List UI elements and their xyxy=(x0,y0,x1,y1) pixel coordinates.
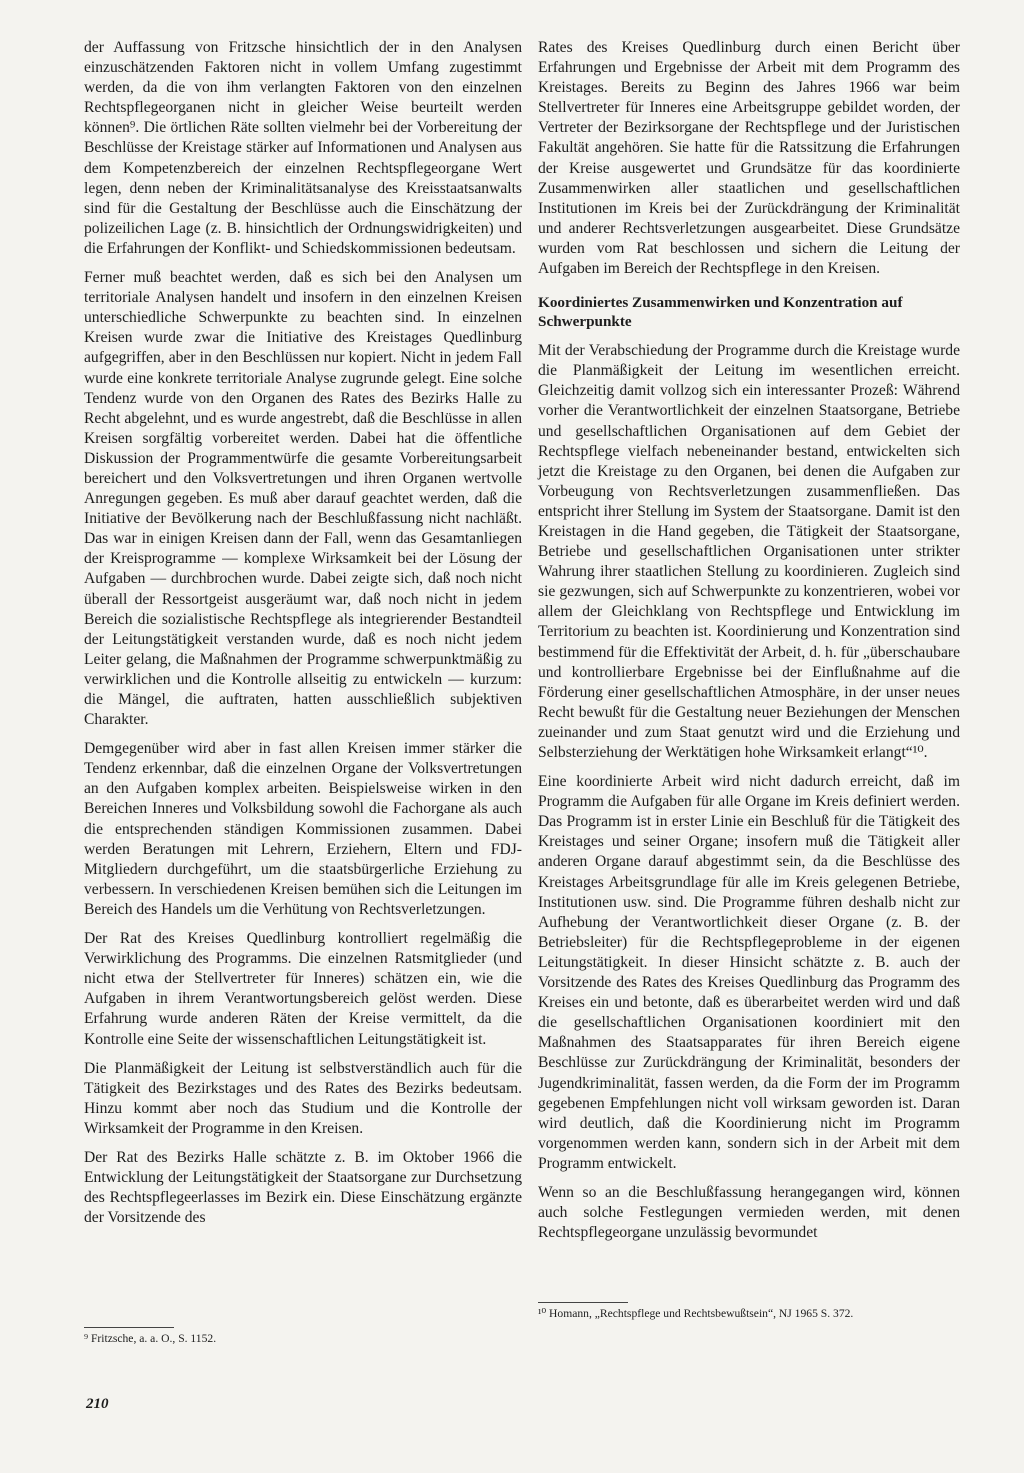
paragraph: Mit der Verabschiedung der Programme durch die Kreistage wurde die Planmäßigkeit der Leitung im wesentlichen erreicht. Gleichzeitig damit vollzog sich ein interessanter Prozeß: Während vorher die Verantwortlichkeit der einzelnen Staatsorgane, Betriebe und gesellschaftlichen Organisationen auf dem Gebiet der Rechtspflege vielfach nebeneinander bestand, entwickelten sich jetzt die Kreistage zu den Organen, bei denen die Aufgaben zur Vorbeugung von Rechtsverletzungen zusammenfließen. Das entspricht ihrer Stellung im System der Staatsorgane. Damit ist den Kreistagen in die Hand gegeben, die Tätigkeit der Staatsorgane, Betriebe und gesellschaftlichen Organisationen unter strikter Wahrung ihrer staatlichen Stellung zu koordinieren. Zugleich sind sie gezwungen, sich auf Schwerpunkte zu konzentrieren, wobei vor allem der Gleichklang von Rechtspflege und Entwicklung im Territorium zu beachten ist. Koordinierung und Konzentration sind bestimmend für die Effektivität der Arbeit, d. h. für „überschaubare und kontrollierbare Ergebnisse bei der Einflußnahme auf die Förderung einer gesellschaftlichen Atmosphäre, in der unser neues Recht bewußt für die Gestaltung neuer Beziehungen der Menschen zueinander und zum Staat genutzt wird und die Erziehung und Selbsterziehung der Werktätigen hohe Wirksamkeit erlangt“¹⁰. xyxy=(538,342,960,761)
paragraph: Eine koordinierte Arbeit wird nicht dadurch erreicht, daß im Programm die Aufgaben für alle Organe im Kreis definiert werden. Das Programm ist in erster Linie ein Beschluß für die Tätigkeit des Kreistages und seiner Organe; insofern muß die Tätigkeit aller anderen Organe darauf abgestimmt sein, da die Beschlüsse des Kreistages Arbeitsgrundlage für alle im Kreis gelegenen Betriebe, Institutionen usw. sind. Die Programme führen deshalb nicht zur Aufhebung der Verantwortlichkeit dieser Organe (z. B. der Betriebsleiter) für die Rechtspflegeprobleme in der eigenen Leitungstätigkeit. In dieser Hinsicht schätzte z. B. auch der Vorsitzende des Rates des Kreises Quedlinburg das Programm des Kreises ein und betonte, daß es überarbeitet werden wird und daß die gesellschaftlichen Organisationen koordiniert mit den Maßnahmen des Staatsapparates für ihren Bereich eigene Beschlüsse zur Zurückdrängung der Kriminalität, besonders der Jugendkriminalität, fassen werden, da die Form der im Programm gegebenen Empfehlungen nicht voll wirksam geworden ist. Daran wird deutlich, daß die Koordinierung nicht im Programm vorgenommen werden kann, sondern sich in der Arbeit mit dem Programm entwickelt. xyxy=(538,773,960,1172)
footnote-area-left xyxy=(84,1321,522,1347)
footnote-area-right xyxy=(538,1296,960,1322)
paragraph: Wenn so an die Beschlußfassung herangegangen wird, können auch solche Festlegungen vermieden werden, mit denen Rechtspflegeorgane unzulässig bevormundet xyxy=(538,1183,960,1242)
footnote: ¹⁰ Homann, „Rechtspflege und Rechtsbewußtsein“, NJ 1965 S. 372. xyxy=(538,1307,854,1320)
paragraph: der Auffassung von Fritzsche hinsichtlich der in den Analysen einzuschätzenden Faktoren nicht in vollem Umfang zugestimmt werden, da die von ihm verlangten Faktoren von den einzelnen Rechtspflegeorganen nicht in gleicher Weise beurteilt werden können⁹. Die örtlichen Räte sollten vielmehr bei der Vorbereitung der Beschlüsse der Kreistage stärker auf Informationen und Analysen aus dem Kompetenzbereich der einzelnen Rechtspflegeorgane Wert legen, denn neben der Kriminalitätsanalyse des Kreisstaatsanwalts sind für die Gestaltung der Beschlüsse auch die Einschätzung der polizeilichen Lage (z. B. hinsichtlich der Ordnungswidrigkeiten) und die Erfahrungen der Konflikt- und Schiedskommissionen bedeutsam. xyxy=(84,39,522,257)
paragraph: Die Planmäßigkeit der Leitung ist selbstverständlich auch für die Tätigkeit des Bezirkstages und des Rates des Bezirks bedeutsam. Hinzu kommt aber noch das Studium und die Kontrolle der Wirksamkeit der Programme in den Kreisen. xyxy=(84,1059,522,1137)
section-heading: Koordiniertes Zusammenwirken und Konzentration auf Schwerpunkte xyxy=(538,294,903,331)
paragraph: Demgegenüber wird aber in fast allen Kreisen immer stärker die Tendenz erkennbar, daß die einzelnen Organe der Volksvertretungen an den Aufgaben komplex arbeiten. Beispielsweise wirken in den Bereichen Inneres und Volksbildung sowohl die Fachorgane als auch die entsprechenden ständigen Kommissionen zusammen. Dabei werden Beratungen mit Lehrern, Erziehern, Eltern und FDJ-Mitgliedern durchgeführt, um die staatsbürgerliche Erziehung zu verbessern. In verschiedenen Kreisen bemühen sich die Leitungen im Bereich des Handels um die Verhütung von Rechtsverletzungen. xyxy=(84,740,522,918)
paragraph: Rates des Kreises Quedlinburg durch einen Bericht über Erfahrungen und Ergebnisse der Arbeit mit dem Programm des Kreistages. Bereits zu Beginn des Jahres 1966 war beim Stellvertreter für Inneres eine Arbeitsgruppe gebildet worden, der Vertreter der Bezirksorgane der Rechtspflege und der Juristischen Fakultät angehören. Sie hatte für die Ratssitzung die Erfahrungen der Kreise ausgewertet und Grundsätze für das koordinierte Zusammenwirken aller staatlichen und gesellschaftlichen Institutionen im Kreis bei der Zurückdrängung der Kriminalität und anderer Rechtsverletzungen ausgearbeitet. Diese Grundsätze wurden vom Rat beschlossen und sichern die Leitung der Aufgaben im Bereich der Rechtspflege in den Kreisen. xyxy=(538,39,960,278)
left-column xyxy=(84,38,522,1237)
paragraph: Der Rat des Kreises Quedlinburg kontrolliert regelmäßig die Verwirklichung des Programms. Die einzelnen Ratsmitglieder (und nicht etwa der Stellvertreter für Inneres) schätzen ein, wie die Aufgaben in ihrem Verantwortungsbereich gelöst werden. Diese Erfahrung wurde anderen Räten der Kreise vermittelt, da die Kontrolle eine Seite der wissenschaftlichen Leitungstätigkeit ist. xyxy=(84,930,522,1048)
paragraph: Ferner muß beachtet werden, daß es sich bei den Analysen um territoriale Analysen handelt und insofern in den einzelnen Kreisen unterschiedliche Schwerpunkte zu beachten sind. In einzelnen Kreisen wurde zwar die Initiative des Kreistages Quedlinburg aufgegriffen, aber in den Beschlüssen nur kopiert. Nicht in jedem Fall wurde eine konkrete territoriale Analyse zugrunde gelegt. Eine solche Tendenz wurde von den Organen des Rates des Bezirks Halle zu Recht abgelehnt, und es wurde angestrebt, daß die Beschlüsse in allen Kreisen sorgfältig vorbereitet werden. Dabei hat die öffentliche Diskussion der Programmentwürfe die gesamte Vorbereitungsarbeit bereichert und den Volksvertretungen und ihren Organen wertvolle Anregungen gegeben. Es muß aber darauf geachtet werden, daß die Initiative der Bevölkerung nach der Beschlußfassung nicht nachläßt. Das war in einigen Kreisen dann der Fall, wenn das Gesamtanliegen der Kreisprogramme — komplexe Wirksamkeit bei der Lösung der Aufgaben — durchbrochen wurde. Dabei zeigte sich, daß noch nicht überall der Ressortgeist ausgeräumt war, daß noch nicht in jedem Bereich die sozialistische Rechtspflege als integrierender Bestandteil der Leitungstätigkeit verstanden wurde, daß es noch nicht jedem Leiter gelang, die Maßnahmen der Programme schwerpunktmäßig zu verwirklichen und die Kontrolle allseitig zu entwickeln — kurzum: die Mängel, die auftraten, hatten ausschließlich subjektiven Charakter. xyxy=(84,269,522,729)
page-number: 210 xyxy=(86,1396,109,1412)
footnote-divider xyxy=(538,1302,628,1303)
footnote-divider xyxy=(84,1327,174,1328)
paragraph: Der Rat des Bezirks Halle schätzte z. B. im Oktober 1966 die Entwicklung der Leitungstätigkeit der Staatsorgane zur Durchsetzung des Rechtspflegeerlasses im Bezirk ein. Diese Einschätzung ergänzte der Vorsitzende des xyxy=(84,1148,522,1227)
right-column xyxy=(538,38,960,1252)
footnote: ⁹ Fritzsche, a. a. O., S. 1152. xyxy=(84,1332,217,1345)
